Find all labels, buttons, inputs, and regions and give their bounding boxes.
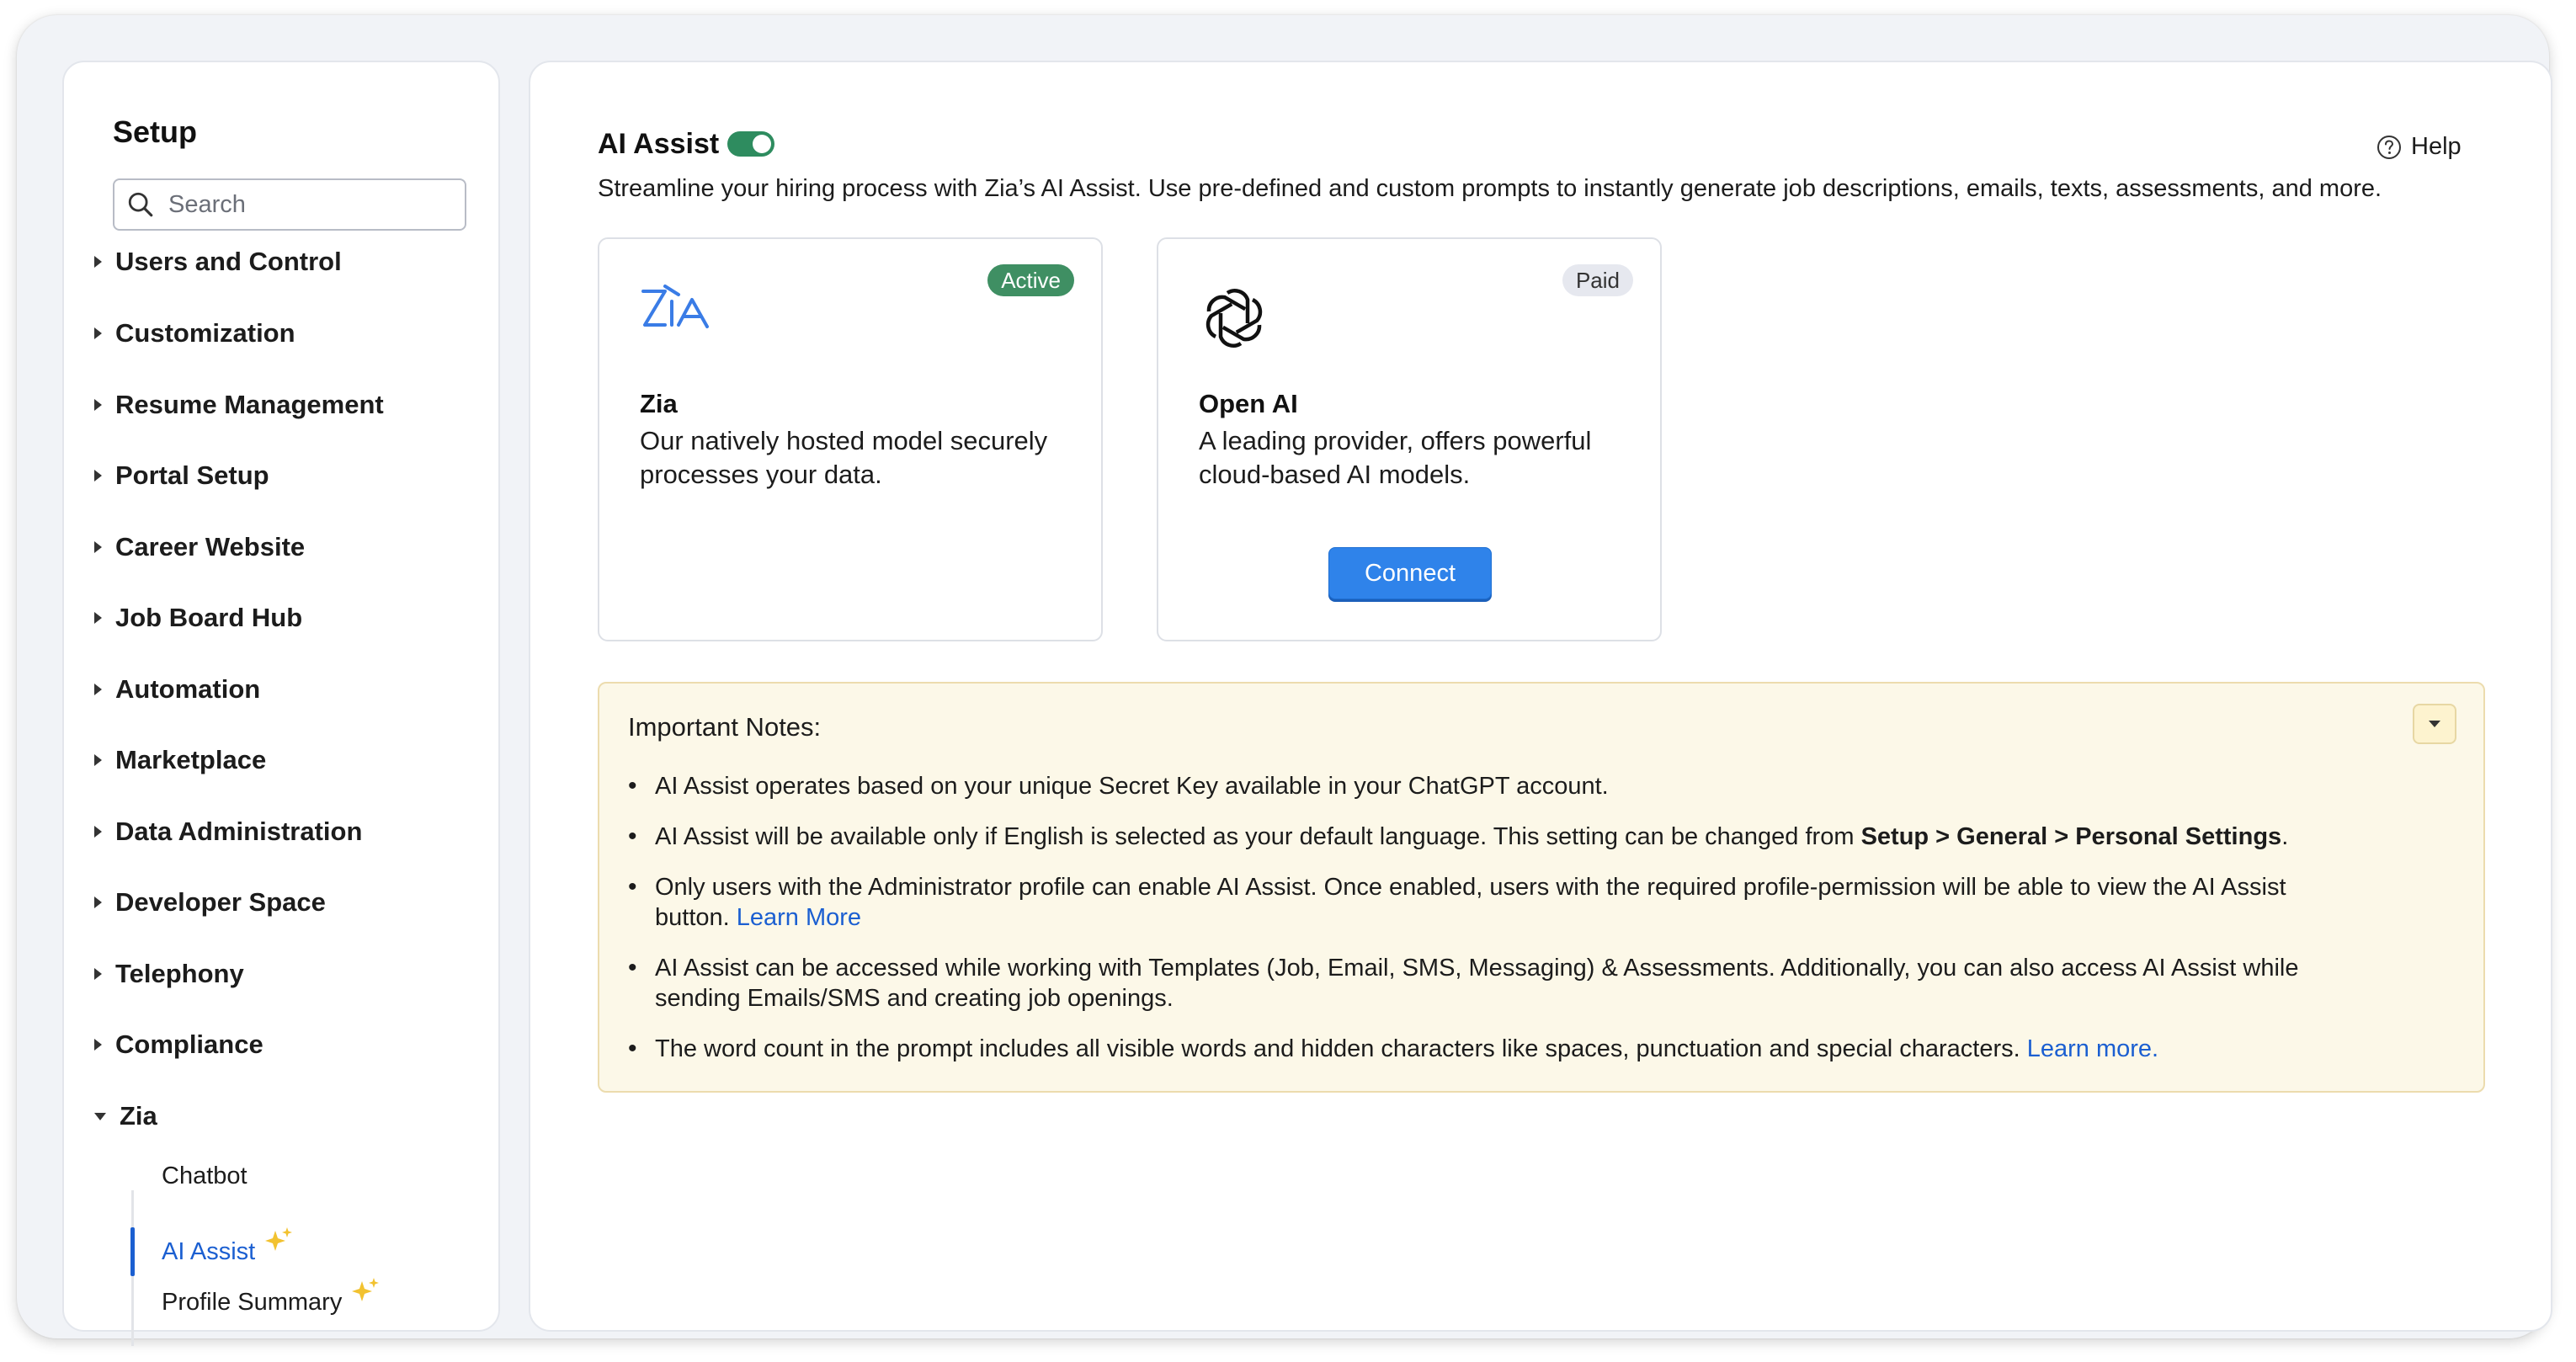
learn-more-link[interactable]: Learn More — [736, 904, 862, 931]
sidebar-item-label: Resume Management — [115, 390, 384, 419]
help-label: Help — [2411, 133, 2462, 160]
page-title: AI Assist — [598, 128, 720, 160]
sidebar-item-customization[interactable] — [94, 312, 295, 354]
pricing-badge: Paid — [1562, 264, 1633, 296]
card-title: Open AI — [1199, 389, 1298, 418]
chevron-right-icon — [94, 754, 102, 766]
sidebar-item-label: Compliance — [115, 1029, 263, 1059]
sidebar-item-label: Telephony — [115, 959, 244, 988]
sidebar-item-telephony[interactable] — [94, 953, 244, 995]
sidebar-item-label: Data Administration — [115, 817, 363, 846]
toggle-knob — [753, 135, 771, 153]
sidebar-item-label: Zia — [120, 1101, 157, 1131]
sidebar-item-label: Portal Setup — [115, 460, 269, 490]
ai-assist-toggle[interactable] — [727, 131, 774, 157]
sidebar-subitem-chatbot[interactable] — [162, 1157, 247, 1195]
chevron-right-icon — [94, 896, 102, 908]
chevron-right-icon — [94, 327, 102, 339]
chevron-right-icon — [94, 968, 102, 980]
sidebar-item-career-website[interactable] — [94, 526, 305, 568]
openai-logo-icon — [1199, 283, 1269, 354]
sidebar-item-label: Customization — [115, 318, 295, 348]
main-panel — [529, 61, 2552, 1332]
zia-provider-card[interactable] — [598, 237, 1103, 641]
sparkle-icon — [347, 1276, 381, 1310]
subitem-label: Profile Summary — [162, 1288, 343, 1316]
sidebar-item-compliance[interactable] — [94, 1024, 263, 1066]
learn-more-link[interactable]: Learn more. — [2026, 1035, 2159, 1062]
important-notes-panel — [598, 682, 2485, 1093]
card-description: A leading provider, offers powerful cloud-based AI models. — [1199, 426, 1592, 489]
notes-title: Important Notes: — [628, 712, 822, 742]
sidebar-item-resume-management[interactable] — [94, 384, 384, 426]
note-item: • AI Assist will be available only if English is selected as your default language. This setting can be changed from Setup > General > Personal Settings. — [655, 822, 2305, 852]
note-item: • The word count in the prompt includes all visible words and hidden characters like spaces, punctuation and special characters. Learn more. — [655, 1034, 2305, 1064]
sidebar-item-zia[interactable] — [94, 1095, 157, 1137]
zia-logo-icon — [640, 283, 711, 337]
sidebar-item-portal-setup[interactable] — [94, 455, 269, 497]
connect-button[interactable]: Connect — [1328, 547, 1492, 599]
setup-sidebar — [62, 61, 500, 1332]
chevron-down-icon — [2429, 721, 2440, 727]
chevron-right-icon — [94, 826, 102, 838]
sidebar-item-label: Automation — [115, 674, 261, 704]
sidebar-item-label: Users and Control — [115, 247, 342, 276]
sidebar-item-label: Developer Space — [115, 887, 326, 917]
chevron-right-icon — [94, 256, 102, 268]
sidebar-item-label: Marketplace — [115, 745, 267, 774]
collapse-notes-button[interactable] — [2413, 704, 2456, 744]
subitem-label: Chatbot — [162, 1162, 247, 1189]
openai-provider-card[interactable] — [1157, 237, 1662, 641]
sidebar-item-developer-space[interactable] — [94, 881, 326, 923]
settings-path: Setup > General > Personal Settings — [1860, 823, 2282, 850]
status-badge: Active — [987, 264, 1074, 296]
chevron-down-icon — [94, 1113, 106, 1120]
subitem-label: AI Assist — [162, 1237, 256, 1265]
sidebar-item-marketplace[interactable] — [94, 739, 266, 781]
sidebar-subitem-profile-summary[interactable] — [162, 1283, 381, 1322]
sidebar-title: Setup — [113, 114, 198, 149]
chevron-right-icon — [94, 612, 102, 624]
card-title: Zia — [640, 389, 678, 418]
sidebar-item-automation[interactable] — [94, 668, 260, 710]
sparkle-icon — [260, 1226, 294, 1259]
note-item: • AI Assist operates based on your unique Secret Key available in your ChatGPT account. — [655, 771, 2305, 801]
help-link[interactable] — [2376, 133, 2462, 161]
chevron-right-icon — [94, 470, 102, 481]
sidebar-item-label: Career Website — [115, 532, 306, 561]
sidebar-item-data-administration[interactable] — [94, 811, 362, 853]
app-window — [17, 15, 2549, 1338]
sidebar-item-label: Job Board Hub — [115, 603, 303, 632]
chevron-right-icon — [94, 684, 102, 695]
active-indicator — [130, 1227, 135, 1276]
page-description: Streamline your hiring process with Zia’s AI Assist. Use pre-defined and custom prompts to instantly generate job descriptions, emails, texts, assessments, and more. — [598, 175, 2382, 202]
chevron-right-icon — [94, 541, 102, 553]
sidebar-subitem-ai-assist[interactable] — [162, 1232, 294, 1271]
help-icon — [2376, 134, 2403, 161]
note-item: • AI Assist can be accessed while working with Templates (Job, Email, SMS, Messaging) & Assessments. Additionally, you can also access AI Assist while sending Emails/SMS and creating job openings. — [655, 953, 2305, 1014]
search-box[interactable] — [113, 178, 466, 231]
search-input[interactable] — [167, 190, 448, 220]
chevron-right-icon — [94, 399, 102, 411]
sidebar-item-users-and-control[interactable] — [94, 241, 342, 283]
chevron-right-icon — [94, 1039, 102, 1051]
sidebar-item-job-board-hub[interactable] — [94, 597, 302, 639]
card-description: Our natively hosted model securely processes your data. — [640, 426, 1048, 489]
search-icon — [126, 190, 155, 219]
note-item: • Only users with the Administrator profile can enable AI Assist. Once enabled, users with the required profile-permission will be able to view the AI Assist button. Learn More — [655, 872, 2305, 933]
